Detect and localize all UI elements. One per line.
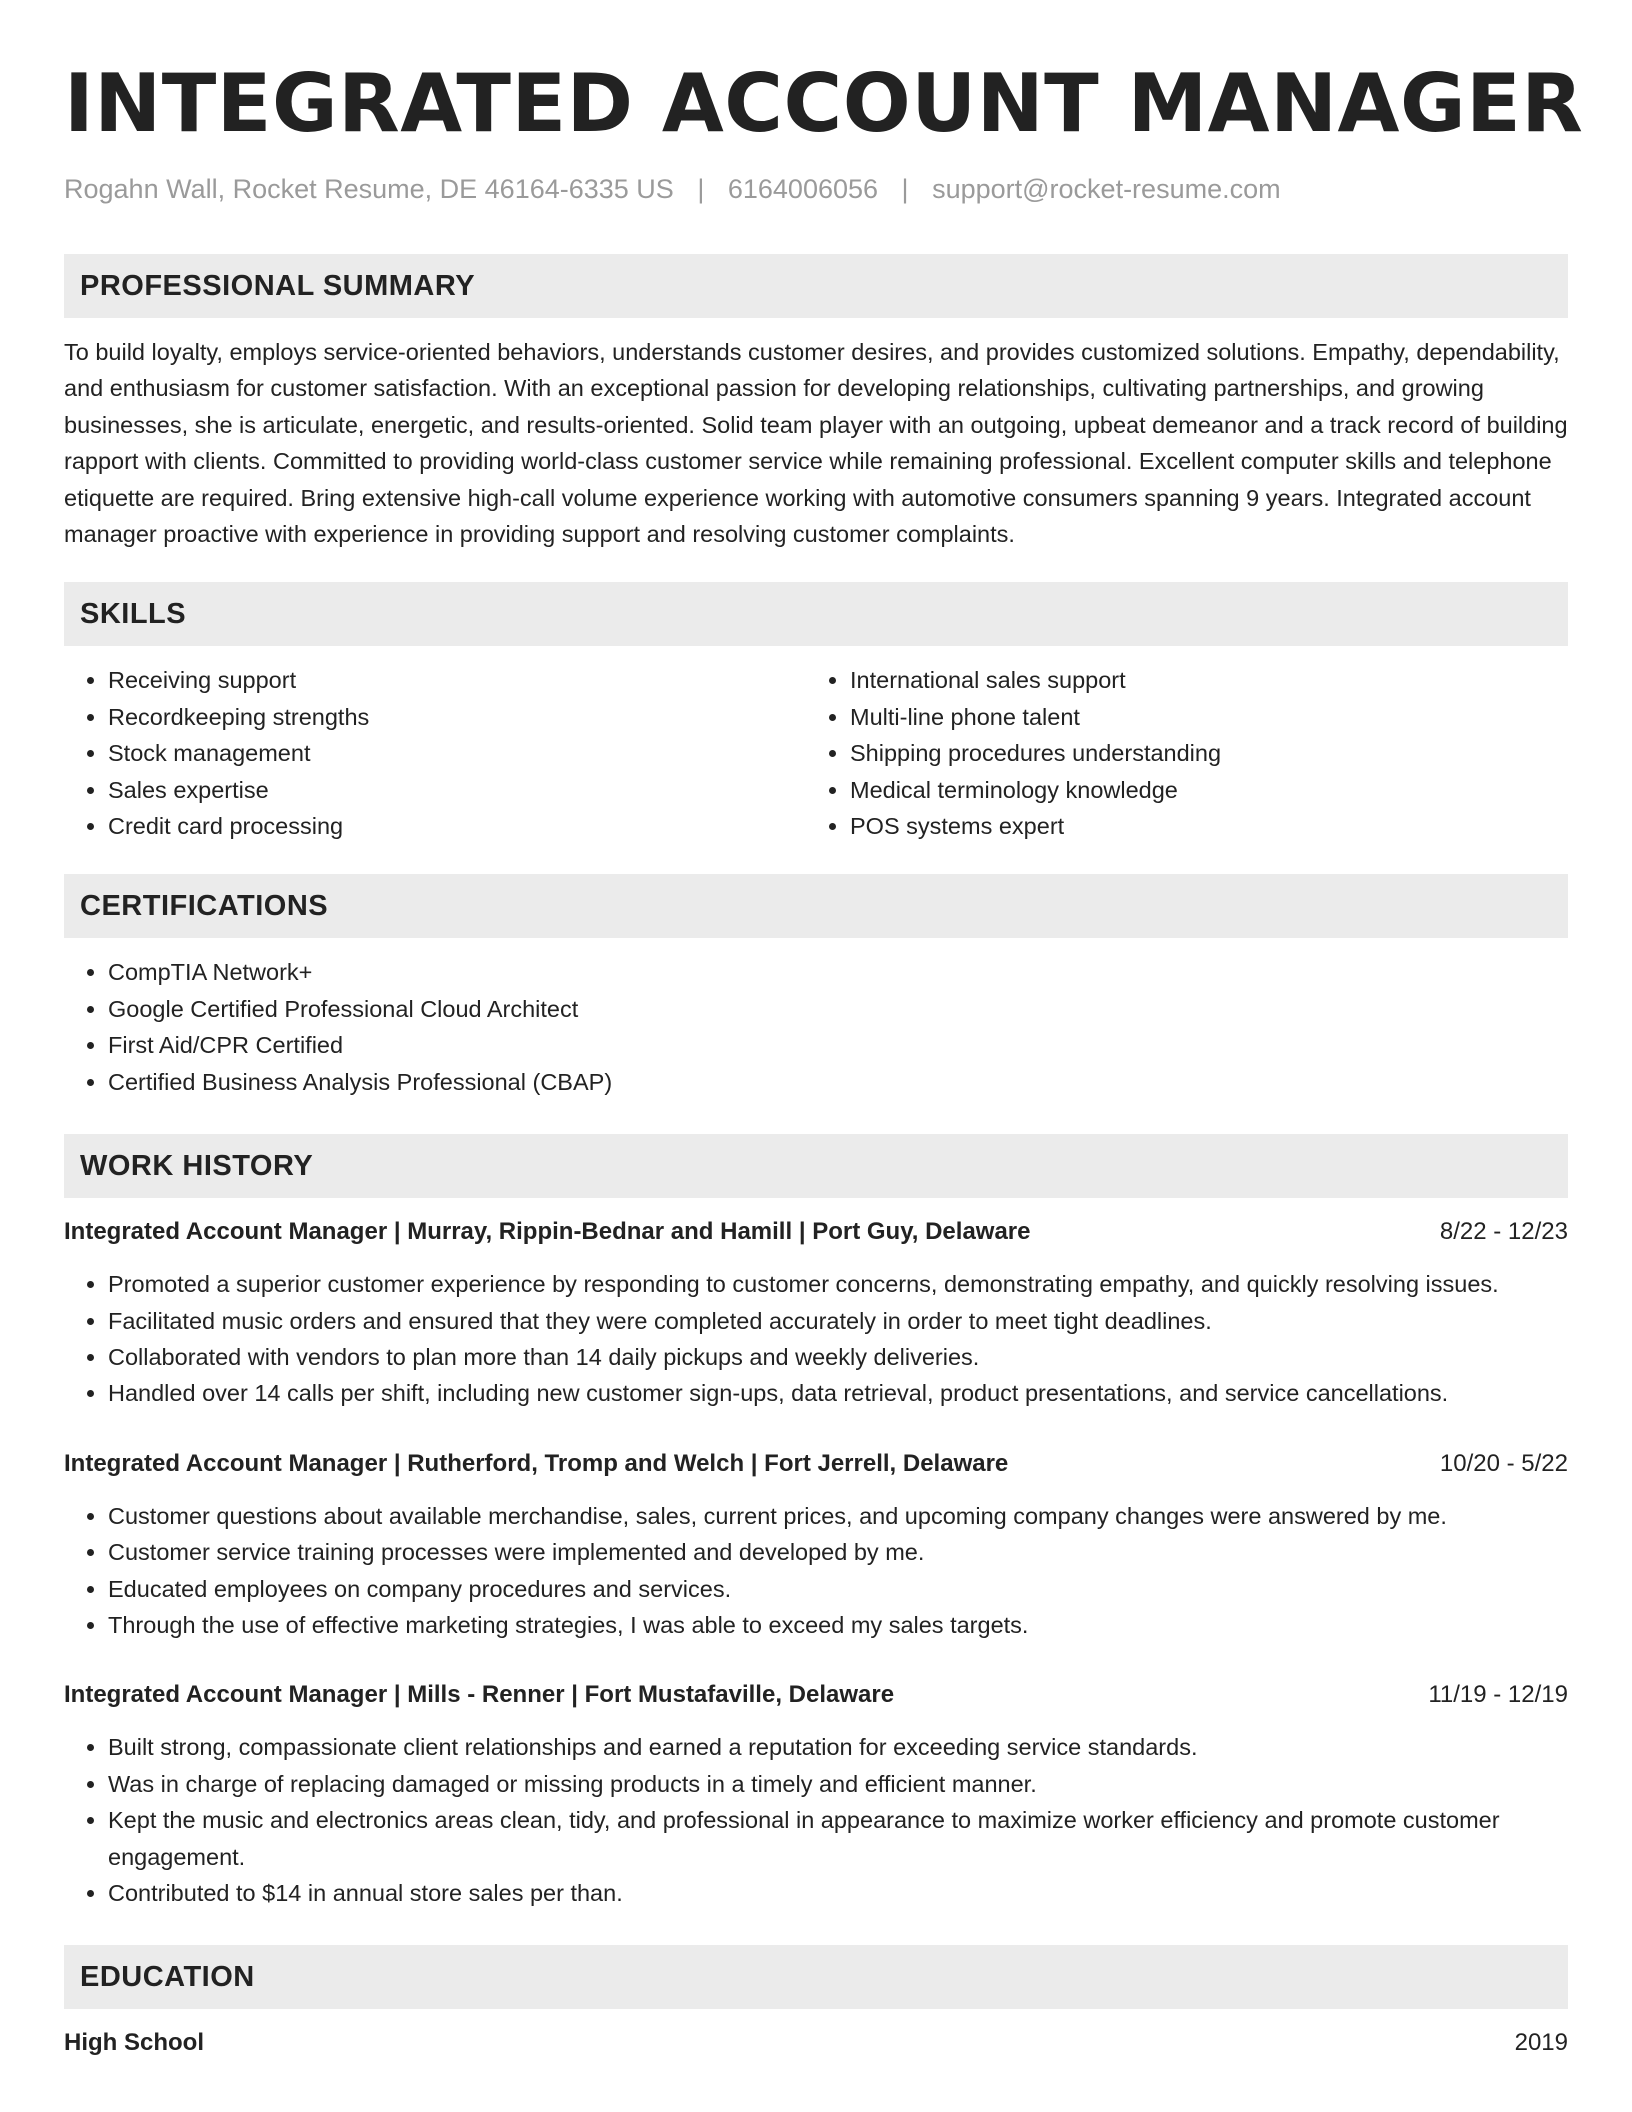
skills-grid xyxy=(64,662,1568,844)
skill-item: • POS systems expert xyxy=(850,808,1548,844)
job-bullet: • Customer service training processes were implemented and developed by me. xyxy=(108,1534,1568,1570)
summary-text: To build loyalty, employs service-oriented behaviors, understands customer desires, and provides customized solutions. Empathy, dependability, and enthusiasm for customer satisfaction. With an exceptional passion for developing relationships, cultivating partnerships, and growing businesses, she is articulate, energetic, and results-oriented. Solid team player with an outgoing, upbeat demeanor and a track record of building rapport with clients. Committed to providing world-class customer service while remaining professional. Excellent computer skills and telephone etiquette are required. Bring extensive high-call volume experience working with automotive consumers spanning 9 years. Integrated account manager proactive with experience in providing support and resolving customer complaints. xyxy=(64,339,1568,548)
job-entry xyxy=(64,1446,1568,1644)
job-entry xyxy=(64,1677,1568,1911)
resume-title: INTEGRATED ACCOUNT MANAGER xyxy=(64,57,1584,150)
skills-column-right xyxy=(806,662,1548,844)
job-dates: 10/20 - 5/22 xyxy=(1439,1449,1568,1477)
job-header xyxy=(64,1446,1568,1482)
job-header xyxy=(64,1214,1568,1250)
job-bullet: • Contributed to $14 in annual store sales per than. xyxy=(108,1875,1568,1911)
skill-item: • Recordkeeping strengths xyxy=(108,699,806,735)
job-bullet: • Educated employees on company procedures and services. xyxy=(108,1571,1568,1607)
job-entry xyxy=(64,1214,1568,1412)
resume-page xyxy=(64,56,1584,2061)
certification-item: • Certified Business Analysis Professional (CBAP) xyxy=(108,1064,1568,1100)
job-bullet: • Through the use of effective marketing strategies, I was able to exceed my sales targets. xyxy=(108,1607,1568,1643)
job-bullet: • Collaborated with vendors to plan more than 14 daily pickups and weekly deliveries. xyxy=(108,1339,1568,1375)
job-title: Integrated Account Manager | Rutherford, Tromp and Welch | Fort Jerrell, Delaware xyxy=(64,1449,1009,1477)
skill-item: • Medical terminology knowledge xyxy=(850,772,1548,808)
job-bullet: • Facilitated music orders and ensured that they were completed accurately in order to meet tight deadlines. xyxy=(108,1303,1568,1339)
job-dates: 8/22 - 12/23 xyxy=(1439,1218,1568,1246)
skill-item: • Shipping procedures understanding xyxy=(850,735,1548,771)
skill-item: • Receiving support xyxy=(108,662,806,698)
section-heading-summary: PROFESSIONAL SUMMARY xyxy=(64,254,1568,318)
contact-email: support@rocket-resume.com xyxy=(932,174,1281,204)
skill-item: • Credit card processing xyxy=(108,808,806,844)
job-title: Integrated Account Manager | Murray, Rippin-Bednar and Hamill | Port Guy, Delaware xyxy=(64,1218,1031,1246)
certifications-list xyxy=(64,954,1568,1100)
education-school: High School xyxy=(64,2029,204,2057)
education-year: 2019 xyxy=(1514,2029,1568,2057)
job-header xyxy=(64,1677,1568,1713)
job-bullets xyxy=(64,1266,1568,1412)
job-bullet: • Promoted a superior customer experience by responding to customer concerns, demonstrating empathy, and quickly resolving issues. xyxy=(108,1266,1568,1302)
job-bullets xyxy=(64,1498,1568,1644)
section-heading-certifications: CERTIFICATIONS xyxy=(64,874,1568,938)
job-title: Integrated Account Manager | Mills - Renner | Fort Mustafaville, Delaware xyxy=(64,1681,895,1709)
section-heading-skills: SKILLS xyxy=(64,582,1568,646)
section-heading-work-history: WORK HISTORY xyxy=(64,1134,1568,1198)
job-bullet: • Kept the music and electronics areas clean, tidy, and professional in appearance to maximize worker efficiency and promote customer engagement. xyxy=(108,1802,1568,1875)
job-bullets xyxy=(64,1729,1568,1911)
contact-line xyxy=(64,172,1568,206)
skills-list-left xyxy=(64,662,806,844)
education-entry xyxy=(64,2025,1568,2061)
certification-item: • Google Certified Professional Cloud Architect xyxy=(108,991,1568,1027)
certification-item: • First Aid/CPR Certified xyxy=(108,1027,1568,1063)
job-bullet: • Handled over 14 calls per shift, including new customer sign-ups, data retrieval, product presentations, and service cancellations. xyxy=(108,1375,1568,1411)
skill-item: • Sales expertise xyxy=(108,772,806,808)
job-bullet: • Was in charge of replacing damaged or missing products in a timely and efficient manner. xyxy=(108,1766,1568,1802)
skill-item: • Multi-line phone talent xyxy=(850,699,1548,735)
job-bullet: • Customer questions about available merchandise, sales, current prices, and upcoming company changes were answered by me. xyxy=(108,1498,1568,1534)
certification-item: • CompTIA Network+ xyxy=(108,954,1568,990)
skills-column-left xyxy=(64,662,806,844)
skills-list-right xyxy=(806,662,1548,844)
section-heading-education: EDUCATION xyxy=(64,1945,1568,2009)
contact-phone: 6164006056 xyxy=(727,174,879,204)
skill-item: • Stock management xyxy=(108,735,806,771)
contact-address: Rogahn Wall, Rocket Resume, DE 46164-6335 US xyxy=(64,174,674,204)
skill-item: • International sales support xyxy=(850,662,1548,698)
contact-separator: | xyxy=(901,174,909,204)
job-dates: 11/19 - 12/19 xyxy=(1428,1681,1568,1709)
job-bullet: • Built strong, compassionate client relationships and earned a reputation for exceeding service standards. xyxy=(108,1729,1568,1765)
contact-separator: | xyxy=(697,174,705,204)
